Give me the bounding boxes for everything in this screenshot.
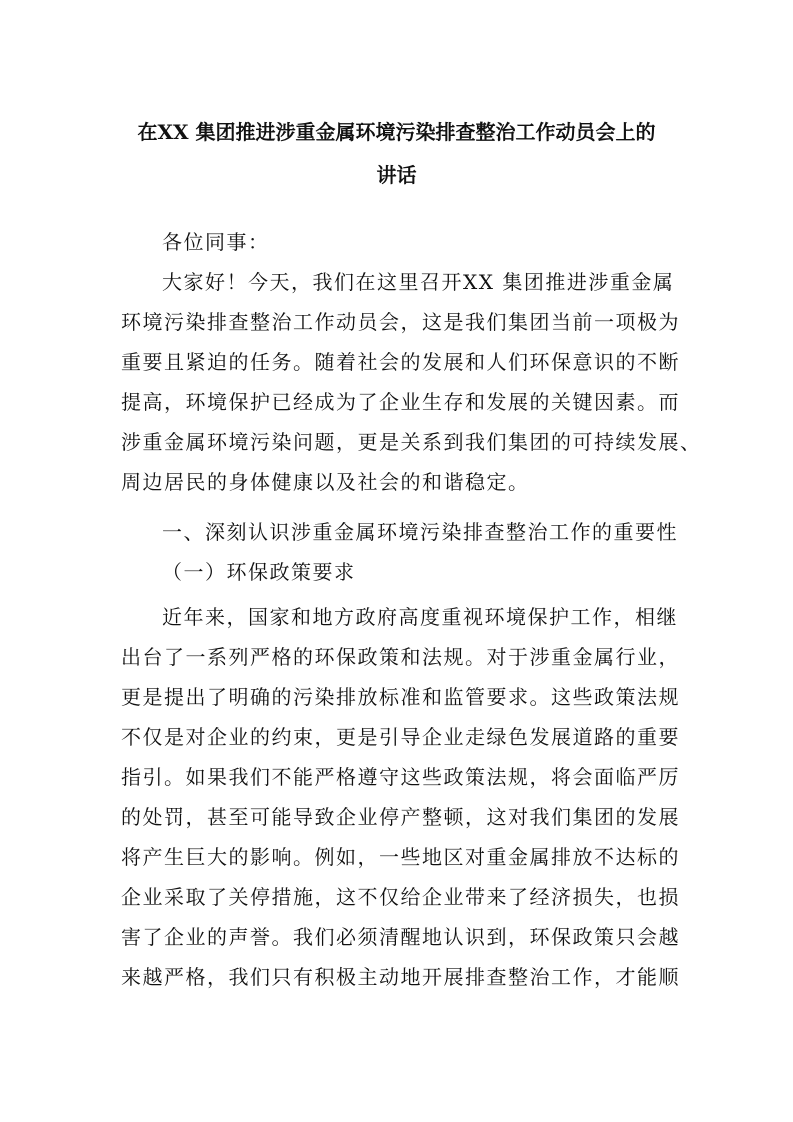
document-title-line-1: 在XX 集团推进涉重金属环境污染排查整治工作动员会上的 (137, 120, 656, 144)
paragraph-line: 环境污染排查整治工作动员会，这是我们集团当前一项极为 (121, 310, 680, 334)
paragraph-line: 近年来，国家和地方政府高度重视环境保护工作，相继 (162, 605, 678, 629)
paragraph-line: 不仅是对企业的约束，更是引导企业走绿色发展道路的重要 (121, 725, 680, 749)
paragraph-line: 周边居民的身体健康以及社会的和谐稳定。 (121, 470, 530, 494)
section-heading: 一、深刻认识涉重金属环境污染排查整治工作的重要性 (162, 520, 678, 544)
subsection-heading: （一）环保政策要求 (162, 560, 356, 584)
paragraph-line: 企业采取了关停措施，这不仅给企业带来了经济损失，也损 (121, 885, 680, 909)
paragraph-line: 将产生巨大的影响。例如，一些地区对重金属排放不达标的 (121, 845, 680, 869)
paragraph-line: 来越严格，我们只有积极主动地开展排查整治工作，才能顺 (121, 965, 680, 989)
document-title-line-2: 讲话 (376, 163, 417, 187)
paragraph-line: 出台了一系列严格的环保政策和法规。对于涉重金属行业， (121, 645, 680, 669)
paragraph-line: 害了企业的声誉。我们必须清醒地认识到，环保政策只会越 (121, 925, 680, 949)
paragraph-line: 涉重金属环境污染问题，更是关系到我们集团的可持续发展、 (121, 430, 702, 454)
salutation: 各位同事： (162, 230, 270, 254)
paragraph-line: 提高，环境保护已经成为了企业生存和发展的关键因素。而 (121, 390, 680, 414)
paragraph-line: 大家好！今天，我们在这里召开XX 集团推进涉重金属 (162, 270, 675, 294)
paragraph-line: 的处罚，甚至可能导致企业停产整顿，这对我们集团的发展 (121, 805, 680, 829)
paragraph-line: 指引。如果我们不能严格遵守这些政策法规，将会面临严厉 (121, 765, 680, 789)
paragraph-line: 重要且紧迫的任务。随着社会的发展和人们环保意识的不断 (121, 350, 680, 374)
paragraph-line: 更是提出了明确的污染排放标准和监管要求。这些政策法规 (121, 685, 680, 709)
